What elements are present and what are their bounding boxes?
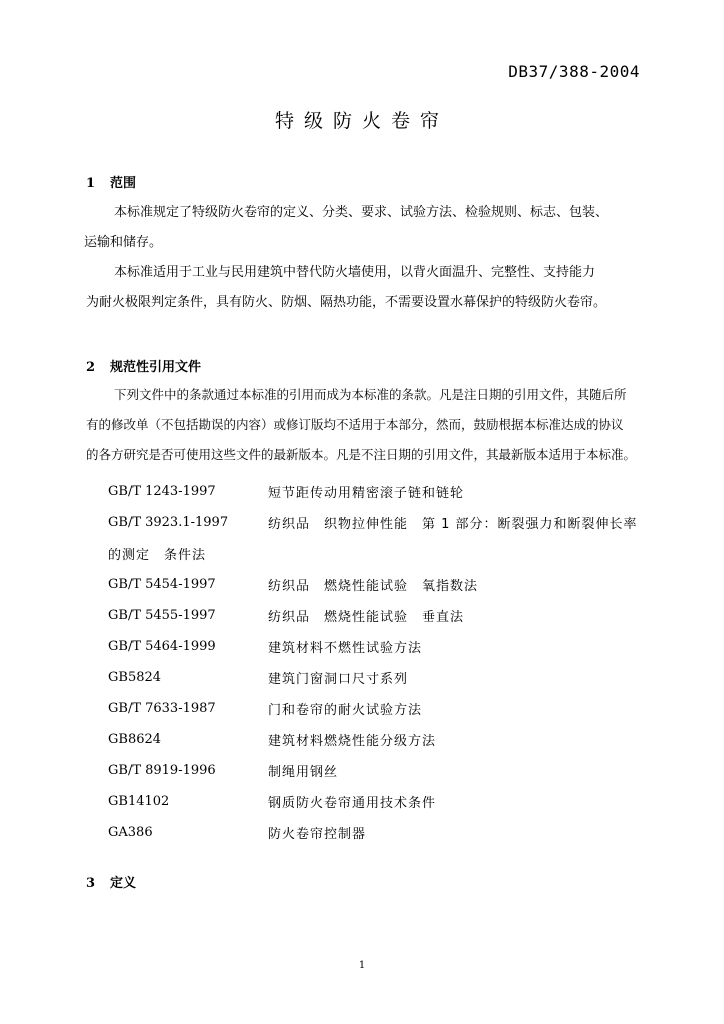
section-3-heading	[86, 872, 136, 891]
document-title: 特级防火卷帘	[274, 110, 449, 132]
reference-title: 防火卷帘控制器	[268, 827, 367, 842]
reference-code: GB8624	[108, 732, 162, 747]
reference-code: GB/T 3923.1-1997	[108, 515, 229, 530]
reference-title: 建筑门窗洞口尺寸系列	[268, 672, 409, 687]
reference-title: 短节距传动用精密滚子链和链轮	[268, 486, 465, 501]
reference-continuation-row	[108, 538, 648, 569]
section-1-paragraph-1	[86, 198, 642, 258]
section-title: 规范性引用文件	[110, 360, 202, 375]
reference-row	[108, 476, 648, 507]
reference-code: GB/T 5455-1997	[108, 608, 216, 623]
section-number: 3	[86, 876, 96, 891]
reference-code: GB5824	[108, 670, 162, 685]
reference-row	[108, 724, 648, 755]
reference-row	[108, 755, 648, 786]
section-1-heading	[86, 172, 136, 191]
reference-title: 建筑材料不燃性试验方法	[268, 641, 423, 656]
section-number: 2	[86, 360, 96, 375]
text-line: 为耐火极限判定条件，具有防火、防烟、隔热功能，不需要设置水幕保护的特级防火卷帘。	[86, 295, 607, 310]
reference-code: GB14102	[108, 794, 170, 809]
reference-row	[108, 662, 648, 693]
reference-row	[108, 693, 648, 724]
reference-code: GA386	[108, 825, 153, 840]
reference-title: 纺织品 燃烧性能试验 氧指数法	[268, 579, 479, 594]
reference-code: GB/T 5464-1999	[108, 639, 216, 654]
section-2-heading	[86, 356, 201, 375]
reference-code: GB/T 5454-1997	[108, 577, 216, 592]
reference-title: 门和卷帘的耐火试验方法	[268, 703, 423, 718]
reference-row	[108, 600, 648, 631]
section-2-paragraph-1	[86, 380, 646, 470]
reference-row	[108, 507, 648, 538]
reference-code: GB/T 1243-1997	[108, 484, 216, 499]
reference-title: 建筑材料燃烧性能分级方法	[268, 734, 437, 749]
reference-code: GB/T 7633-1987	[108, 701, 216, 716]
reference-title: 纺织品 燃烧性能试验 垂直法	[268, 610, 465, 625]
text-line: 运输和储存。	[84, 235, 163, 250]
text-line: 本标准适用于工业与民用建筑中替代防火墙使用，以背火面温升、完整性、支持能力	[114, 265, 596, 280]
reference-code: GB/T 8919-1996	[108, 763, 216, 778]
section-title: 定义	[110, 876, 137, 891]
reference-title: 纺织品 织物拉伸性能 第 1 部分：断裂强力和断裂伸长率	[268, 517, 638, 532]
text-line: 有的修改单（不包括勘误的内容）或修订版均不适用于本部分，然而，鼓励根据本标准达成的协议	[86, 417, 624, 432]
section-title: 范围	[110, 176, 137, 191]
text-line: 的各方研究是否可使用这些文件的最新版本。凡是不注日期的引用文件，其最新版本适用于本标准。	[86, 447, 637, 462]
reference-row	[108, 786, 648, 817]
section-number: 1	[86, 176, 96, 191]
reference-title-continuation: 的测定 条件法	[108, 548, 207, 563]
reference-list	[108, 476, 648, 848]
page-number: 1	[358, 960, 366, 971]
reference-title: 钢质防火卷帘通用技术条件	[268, 796, 437, 811]
reference-row	[108, 569, 648, 600]
reference-title: 制绳用钢丝	[268, 765, 339, 780]
section-1-paragraph-2	[86, 258, 642, 318]
reference-row	[108, 631, 648, 662]
reference-row	[108, 817, 648, 848]
text-line: 下列文件中的条款通过本标准的引用而成为本标准的条款。凡是注日期的引用文件，其随后所	[114, 387, 627, 402]
text-line: 本标准规定了特级防火卷帘的定义、分类、要求、试验方法、检验规则、标志、包装、	[114, 205, 609, 220]
standard-code: DB37/388-2004	[508, 62, 640, 81]
